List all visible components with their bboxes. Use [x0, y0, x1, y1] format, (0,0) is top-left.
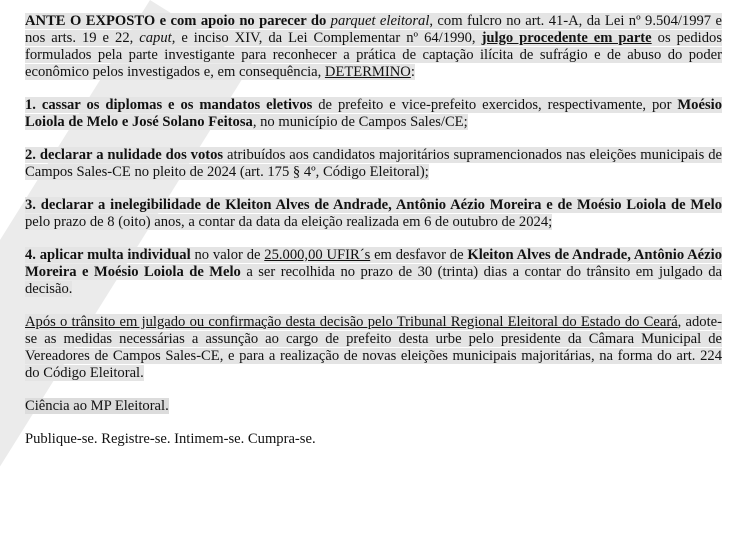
item-1: 1. cassar os diplomas e os mandatos eletivos de prefeito e vice-prefeito exercidos, respectivamente, por Moésio Loiola de Melo e José Solano Feitosa, no município de Campos Sales/CE; — [25, 97, 722, 130]
document-body — [25, 13, 722, 464]
paragraph-intro: ANTE O EXPOSTO e com apoio no parecer do parquet eleitoral, com fulcro no art. 41-A, da Lei nº 9.504/1997 e nos arts. 19 e 22, caput, e inciso XIV, da Lei Complementar nº 64/1990, julgo procedente em parte os pedidos formulados pela parte investigante para reconhecer a prática de captação ilícita de sufrágio e de abuso do poder econômico pelos investigados e, em consequência, DETERMINO: — [25, 13, 723, 80]
item-3: 3. declarar a inelegibilidade de Kleiton Alves de Andrade, Antônio Aézio Moreira e de Moésio Loiola de Melo pelo prazo de 8 (oito) anos, a contar da data da eleição realizada em 6 de outubro de 2024; — [25, 197, 722, 230]
item-4: 4. aplicar multa individual no valor de 25.000,00 UFIR´s em desfavor de Kleiton Alves de Andrade, Antônio Aézio Moreira e Moésio Loiola de Melo a ser recolhida no prazo de 30 (trinta) dias a contar do trânsito em julgado da decisão. — [25, 247, 722, 297]
paragraph-transito: Após o trânsito em julgado ou confirmação desta decisão pelo Tribunal Regional Eleitoral do Estado do Ceará, adote-se as medidas necessárias a assunção ao cargo de prefeito desta urbe pelo presidente da Câmara Municipal de Vereadores de Campos Sales-CE, e para a realização de novas eleições municipais majoritárias, na forma do art. 224 do Código Eleitoral. — [25, 314, 722, 381]
paragraph-ciencia: Ciência ao MP Eleitoral. — [25, 398, 169, 414]
paragraph-publique: Publique-se. Registre-se. Intimem-se. Cumpra-se. — [25, 431, 316, 447]
item-2: 2. declarar a nulidade dos votos atribuídos aos candidatos majoritários supramencionados nas eleições municipais de Campos Sales-CE no pleito de 2024 (art. 175 § 4º, Código Eleitoral); — [25, 147, 722, 180]
